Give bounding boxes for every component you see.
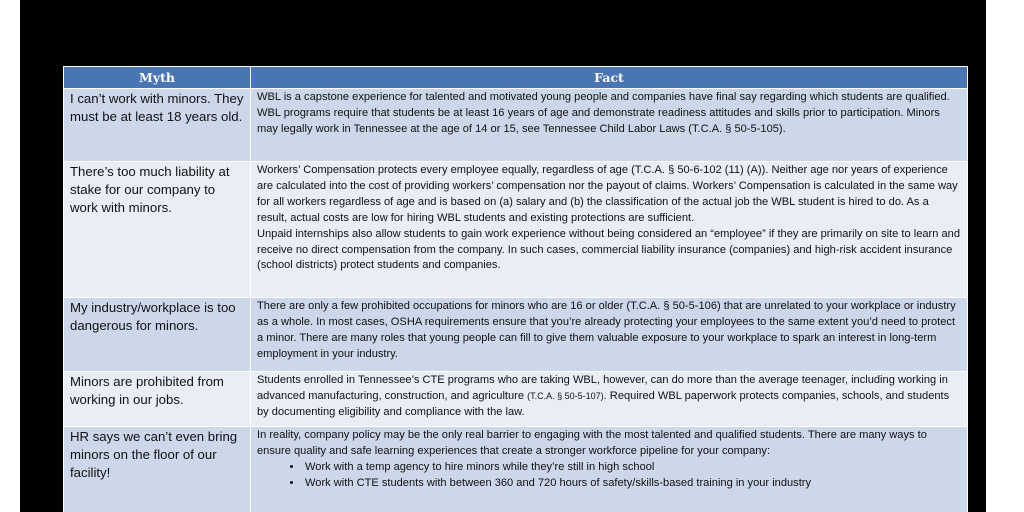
table-row bbox=[64, 162, 968, 298]
slide bbox=[20, 0, 986, 512]
myth-fact-table bbox=[63, 66, 968, 512]
fact-cell bbox=[251, 372, 968, 427]
table-row bbox=[64, 427, 968, 512]
fact-cell bbox=[251, 427, 968, 512]
myth-cell: There’s too much liability at stake for our company to work with minors. bbox=[64, 162, 251, 298]
table-header-row bbox=[64, 67, 968, 89]
myth-cell: I can’t work with minors. They must be at least 18 years old. bbox=[64, 89, 251, 162]
table-row bbox=[64, 298, 968, 372]
myth-cell: My industry/workplace is too dangerous for minors. bbox=[64, 298, 251, 372]
table-row bbox=[64, 89, 968, 162]
fact-cell bbox=[251, 162, 968, 298]
fact-cell: WBL is a capstone experience for talented and motivated young people and companies have final say regarding which students are qualified. WBL programs require that students be at least 16 years of age and demonstrate readiness attitudes and skills prior to participation. Minors may legally work in Tennessee at the age of 14 or 15, see Tennessee Child Labor Laws (T.C.A. § 50-5-105). bbox=[251, 89, 968, 162]
fact-text: . Required WBL paperwork protects companies, schools, and students by documenting eligibility and compliance with the law. bbox=[257, 389, 950, 418]
fact-paragraph: In reality, company policy may be the only real barrier to engaging with the most talented and qualified students. There are many ways to ensure quality and safe learning experiences that create a stronger workforce pipeline for your company: bbox=[257, 429, 927, 457]
fact-paragraph: Unpaid internships also allow students to gain work experience without being considered an “employee” if they are primarily on site to learn and receive no direct compensation from the company. In such cases, commercial liability insurance (companies) and high-risk accident insurance (school districts) protect students and companies. bbox=[257, 227, 960, 272]
myth-column-header: Myth bbox=[64, 67, 251, 89]
fact-paragraph: Workers’ Compensation protects every employee equally, regardless of age (T.C.A. § 50-6-102 (11) (A)). Neither age nor years of experience are calculated into the cost of providing workers’ compensation nor the payout of claims. Workers’ Compensation is calculated in the same way for all workers regardless of age and is based on (a) salary and (b) the classification of the actual job the WBL student is hired to do. As a result, actual costs are low for hiring WBL students and existing protections are sufficient. bbox=[257, 164, 958, 224]
bullet-list bbox=[257, 460, 961, 492]
fact-column-header: Fact bbox=[251, 67, 968, 89]
legal-citation: (T.C.A. § 50-5-107) bbox=[527, 390, 604, 401]
table-row bbox=[64, 372, 968, 427]
myth-cell: HR says we can’t even bring minors on the floor of our facility! bbox=[64, 427, 251, 512]
list-item: • Work with CTE students with between 360 and 720 hours of safety/skills-based training in your industry bbox=[303, 476, 961, 492]
list-item: • Work with a temp agency to hire minors while they’re still in high school bbox=[303, 460, 961, 476]
myth-cell: Minors are prohibited from working in our jobs. bbox=[64, 372, 251, 427]
fact-text: Students enrolled in Tennessee’s CTE programs who are taking WBL, however, can do more than the average teenager, including working in advanced manufacturing, construction, and agriculture bbox=[257, 374, 948, 402]
fact-cell: There are only a few prohibited occupations for minors who are 16 or older (T.C.A. § 50-5-106) that are unrelated to your workplace or industry as a whole. In most cases, OSHA requirements ensure that you’re already protecting your employees to the same extent you’d need to protect a minor. There are many roles that young people can fill to give them valuable exposure to your workplace to spark an interest in long-term employment in your industry. bbox=[251, 298, 968, 372]
